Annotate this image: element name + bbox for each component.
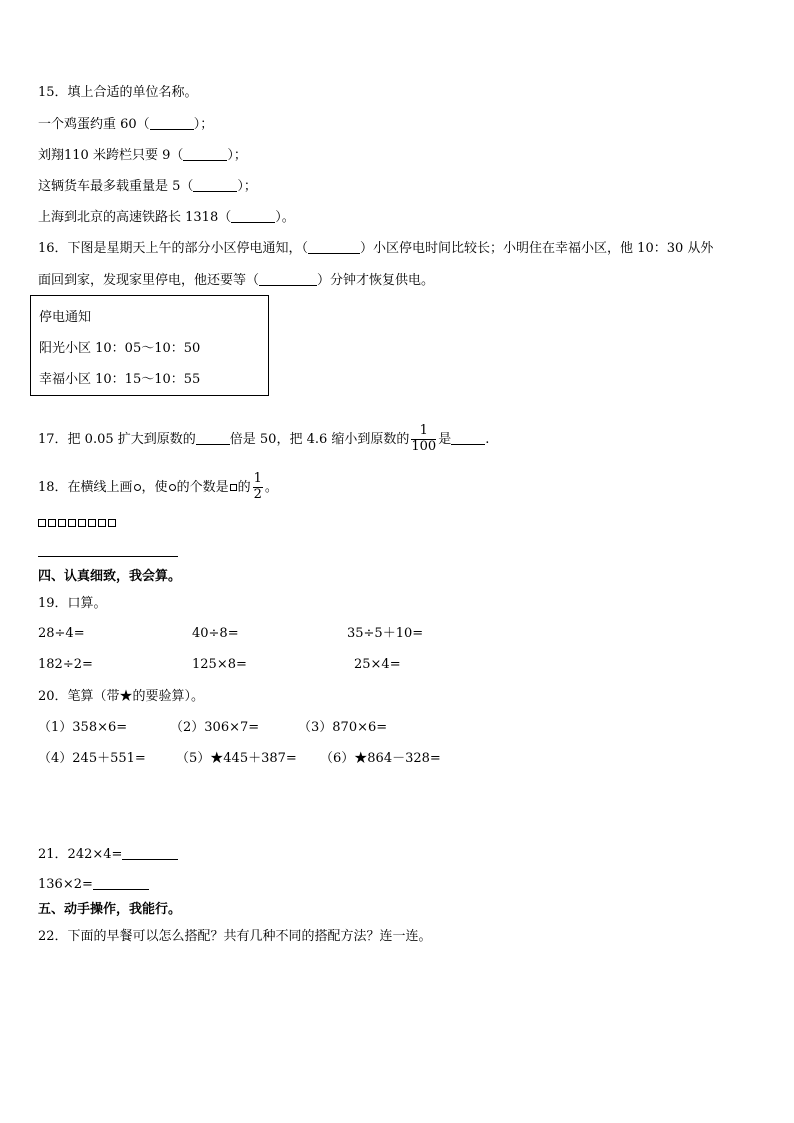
mental-math-item: 125×8= — [192, 657, 247, 672]
q15-line-2: 刘翔110 米跨栏只要 9（ ）； — [38, 148, 247, 163]
q17-line: 17．把 0.05 扩大到原数的 倍是 50，把 4.6 缩小到原数的 $\frac{1}{100}$ 是 . — [38, 423, 490, 454]
fraction-one-half: $\frac{1}{2}$ — [253, 471, 262, 502]
mental-math-item: 28÷4= — [38, 626, 85, 641]
q15-title: 15．填上合适的单位名称。 — [38, 85, 198, 100]
q16-line-1: 16．下图是星期天上午的部分小区停电通知，（ ）小区停电时间比较长；小明住在幸福小区，他 10：30 从外 — [38, 241, 714, 256]
mental-math-item: 25×4= — [354, 657, 401, 672]
fraction-one-hundredth: $\frac{1}{100}$ — [411, 423, 437, 454]
written-calc-item: （2）306×7= — [170, 720, 260, 735]
square-icon — [230, 484, 237, 491]
power-outage-notice — [30, 295, 269, 396]
answer-blank[interactable] — [259, 273, 317, 286]
square-icon — [38, 519, 46, 527]
mental-math-item: 182÷2= — [38, 657, 93, 672]
written-calc-item: （6）★864－328= — [320, 751, 441, 766]
answer-blank[interactable] — [451, 432, 485, 445]
answer-blank[interactable] — [183, 148, 227, 161]
answer-blank[interactable] — [231, 210, 275, 223]
written-calc-item: （5）★445＋387= — [176, 751, 297, 766]
answer-blank[interactable] — [193, 179, 237, 192]
q19-title: 19．口算。 — [38, 596, 107, 611]
square-icon — [58, 519, 66, 527]
q21-line-1: 21．242×4= — [38, 847, 178, 861]
circle-icon — [169, 484, 176, 491]
q22-title: 22．下面的早餐可以怎么搭配？共有几种不同的搭配方法？连一连。 — [38, 929, 432, 944]
square-icon — [68, 519, 76, 527]
written-calc-item: （1）358×6= — [38, 720, 128, 735]
q16-line-2: 面回到家，发现家里停电，他还要等（ ）分钟才恢复供电。 — [38, 273, 435, 288]
section-4-title: 四、认真细致，我会算。 — [38, 569, 182, 584]
section-5-title: 五、动手操作，我能行。 — [38, 902, 182, 917]
drawing-answer-line[interactable] — [38, 556, 178, 557]
q21-line-2: 136×2= — [38, 877, 149, 891]
notice-row-yangguang: 阳光小区 10：05～10：50 — [39, 341, 201, 356]
square-icon — [48, 519, 56, 527]
answer-blank[interactable] — [122, 847, 178, 860]
notice-row-xingfu: 幸福小区 10：15～10：55 — [39, 372, 201, 387]
square-row — [38, 516, 118, 529]
q15-line-3: 这辆货车最多载重量是 5（ ）； — [38, 179, 257, 194]
q15-line-1: 一个鸡蛋约重 60（ ）； — [38, 117, 214, 132]
square-icon — [78, 519, 86, 527]
circle-icon — [134, 484, 141, 491]
written-calc-item: （3）870×6= — [298, 720, 388, 735]
square-icon — [98, 519, 106, 527]
q15-line-4: 上海到北京的高速铁路长 1318（ ）。 — [38, 210, 295, 225]
mental-math-item: 40÷8= — [192, 626, 239, 641]
answer-blank[interactable] — [150, 117, 194, 130]
answer-blank[interactable] — [93, 877, 149, 890]
square-icon — [108, 519, 116, 527]
mental-math-item: 35÷5＋10= — [347, 626, 424, 641]
notice-title: 停电通知 — [39, 310, 92, 325]
answer-blank[interactable] — [308, 241, 360, 254]
q20-title: 20．笔算（带★的要验算）。 — [38, 689, 205, 704]
q18-line: 18．在横线上画 ，使 的个数是 的 $\frac{1}{2}$ 。 — [38, 471, 278, 502]
square-icon — [88, 519, 96, 527]
written-calc-item: （4）245＋551= — [38, 751, 146, 766]
answer-blank[interactable] — [196, 432, 230, 445]
